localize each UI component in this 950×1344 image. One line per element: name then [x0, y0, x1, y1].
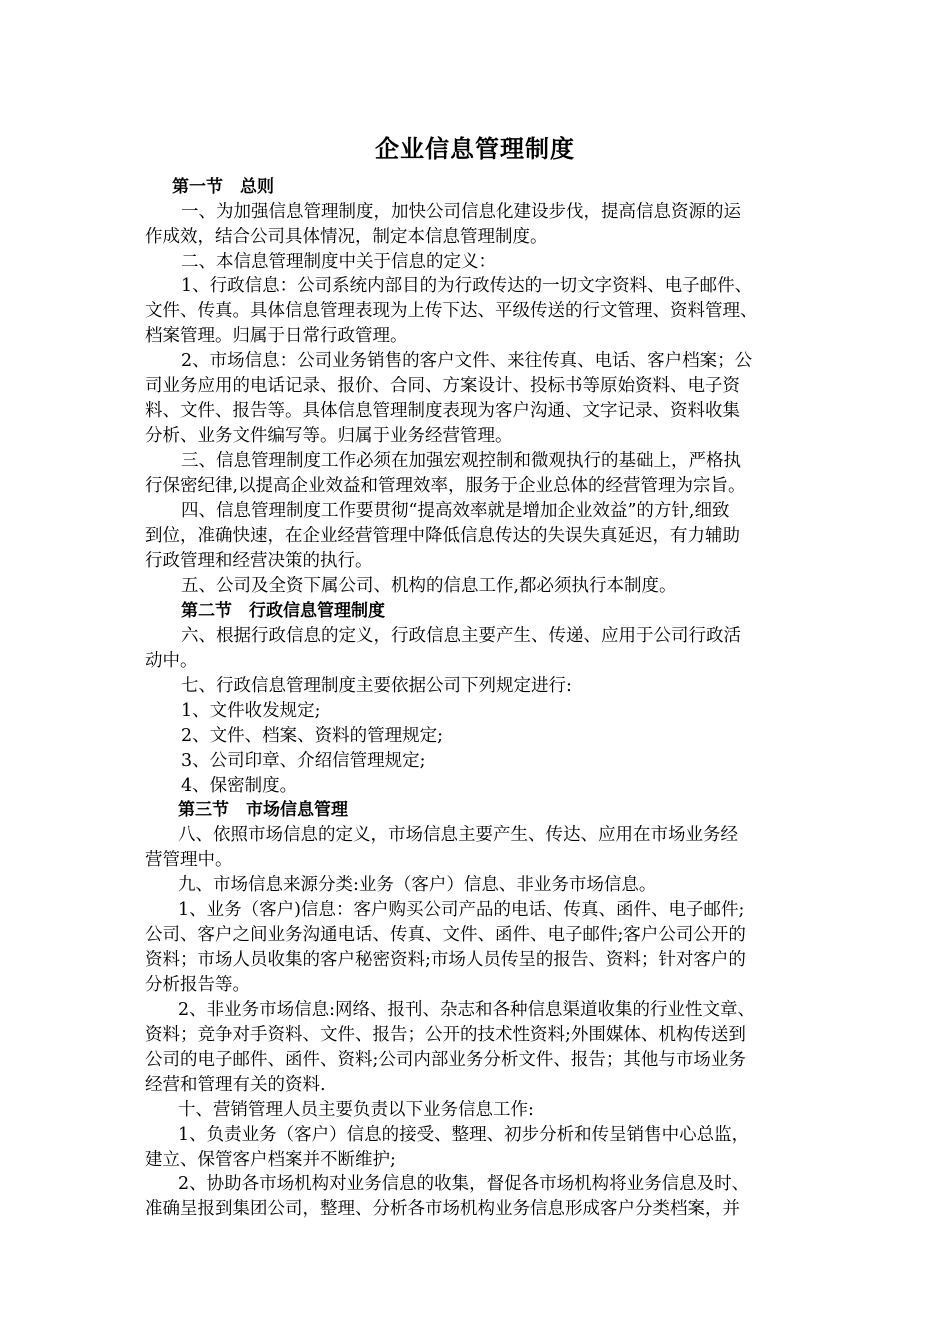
paragraph-line: 一、为加强信息管理制度，加快公司信息化建设步伐，提高信息资源的运 [181, 202, 741, 222]
list-item: 4、保密制度。 [181, 776, 298, 796]
paragraph-line: 资料；竞争对手资料、文件、报告；公开的技术性资料;外围媒体、机构传送到 [145, 1025, 746, 1045]
paragraph-line: 司业务应用的电话记录、报价、合同、方案设计、投标书等原始资料、电子资 [145, 376, 740, 396]
paragraph-line: 三、信息管理制度工作必须在加强宏观控制和微观执行的基础上，严格执 [181, 451, 741, 471]
paragraph-line: 营管理中。 [145, 850, 233, 870]
paragraph-line: 经营和管理有关的资料. [145, 1075, 326, 1095]
paragraph-line: 2、非业务市场信息:网络、报刊、杂志和各种信息渠道收集的行业性文章、 [178, 1000, 756, 1020]
paragraph-line: 二、本信息管理制度中关于信息的定义： [181, 252, 496, 272]
paragraph-line: 1、业务（客户)信息：客户购买公司产品的电话、传真、函件、电子邮件; [178, 900, 745, 920]
paragraph-line: 动中。 [145, 651, 198, 671]
paragraph-line: 建立、保管客户档案并不断维护; [145, 1150, 396, 1170]
paragraph-line: 分析、业务文件编写等。归属于业务经营管理。 [145, 426, 513, 446]
paragraph-line: 五、公司及全资下属公司、机构的信息工作,都必须执行本制度。 [181, 576, 677, 596]
paragraph-line: 十、营销管理人员主要负责以下业务信息工作: [178, 1100, 534, 1120]
paragraph-line: 行政管理和经营决策的执行。 [145, 551, 373, 571]
list-item: 3、公司印章、介绍信管理规定; [181, 751, 426, 771]
paragraph-line: 准确呈报到集团公司，整理、分析各市场机构业务信息形成客户分类档案，并 [145, 1199, 740, 1219]
paragraph-line: 文件、传真。具体信息管理表现为上传下达、平级传送的行文管理、资料管理、 [145, 301, 758, 321]
section-heading-3: 第三节 市场信息管理 [178, 800, 348, 820]
paragraph-line: 九、市场信息来源分类:业务（客户）信息、非业务市场信息。 [178, 875, 657, 895]
paragraph-line: 作成效，结合公司具体情况，制定本信息管理制度。 [145, 227, 548, 247]
paragraph-line: 档案管理。归属于日常行政管理。 [145, 326, 408, 346]
section-heading-2: 第二节 行政信息管理制度 [181, 601, 385, 621]
paragraph-line: 四、信息管理制度工作要贯彻“提高效率就是增加企业效益”的方针,细致 [181, 501, 730, 521]
paragraph-line: 1、行政信息：公司系统内部目的为行政传达的一切文字资料、电子邮件、 [181, 276, 753, 296]
paragraph-line: 行保密纪律,以提高企业效益和管理效率，服务于企业总体的经营管理为宗旨。 [145, 476, 746, 496]
paragraph-line: 七、行政信息管理制度主要依据公司下列规定进行: [181, 676, 572, 696]
paragraph-line: 1、负责业务（客户）信息的接受、整理、初步分析和传呈销售中心总监， [178, 1125, 750, 1145]
paragraph-line: 公司的电子邮件、函件、资料;公司内部业务分析文件、报告；其他与市场业务 [145, 1050, 746, 1070]
list-item: 1、文件收发规定; [181, 701, 321, 721]
paragraph-line: 2、市场信息：公司业务销售的客户文件、来往传真、电话、客户档案；公 [181, 351, 753, 371]
section-heading-1: 第一节 总则 [172, 177, 274, 197]
paragraph-line: 到位，准确快速，在企业经营管理中降低信息传达的失误失真延迟，有力辅助 [145, 526, 740, 546]
paragraph-line: 资料；市场人员收集的客户秘密资料;市场人员传呈的报告、资料；针对客户的 [145, 950, 746, 970]
paragraph-line: 2、协助各市场机构对业务信息的收集，督促各市场机构将业务信息及时、 [178, 1174, 750, 1194]
paragraph-line: 公司、客户之间业务沟通电话、传真、文件、函件、电子邮件;客户公司公开的 [145, 925, 746, 945]
paragraph-line: 六、根据行政信息的定义，行政信息主要产生、传递、应用于公司行政活 [181, 626, 741, 646]
page-title: 企业信息管理制度 [375, 135, 575, 163]
paragraph-line: 分析报告等。 [145, 975, 250, 995]
paragraph-line: 料、文件、报告等。具体信息管理制度表现为客户沟通、文字记录、资料收集 [145, 401, 740, 421]
paragraph-line: 八、依照市场信息的定义，市场信息主要产生、传达、应用在市场业务经 [178, 825, 738, 845]
list-item: 2、文件、档案、资料的管理规定; [181, 726, 444, 746]
